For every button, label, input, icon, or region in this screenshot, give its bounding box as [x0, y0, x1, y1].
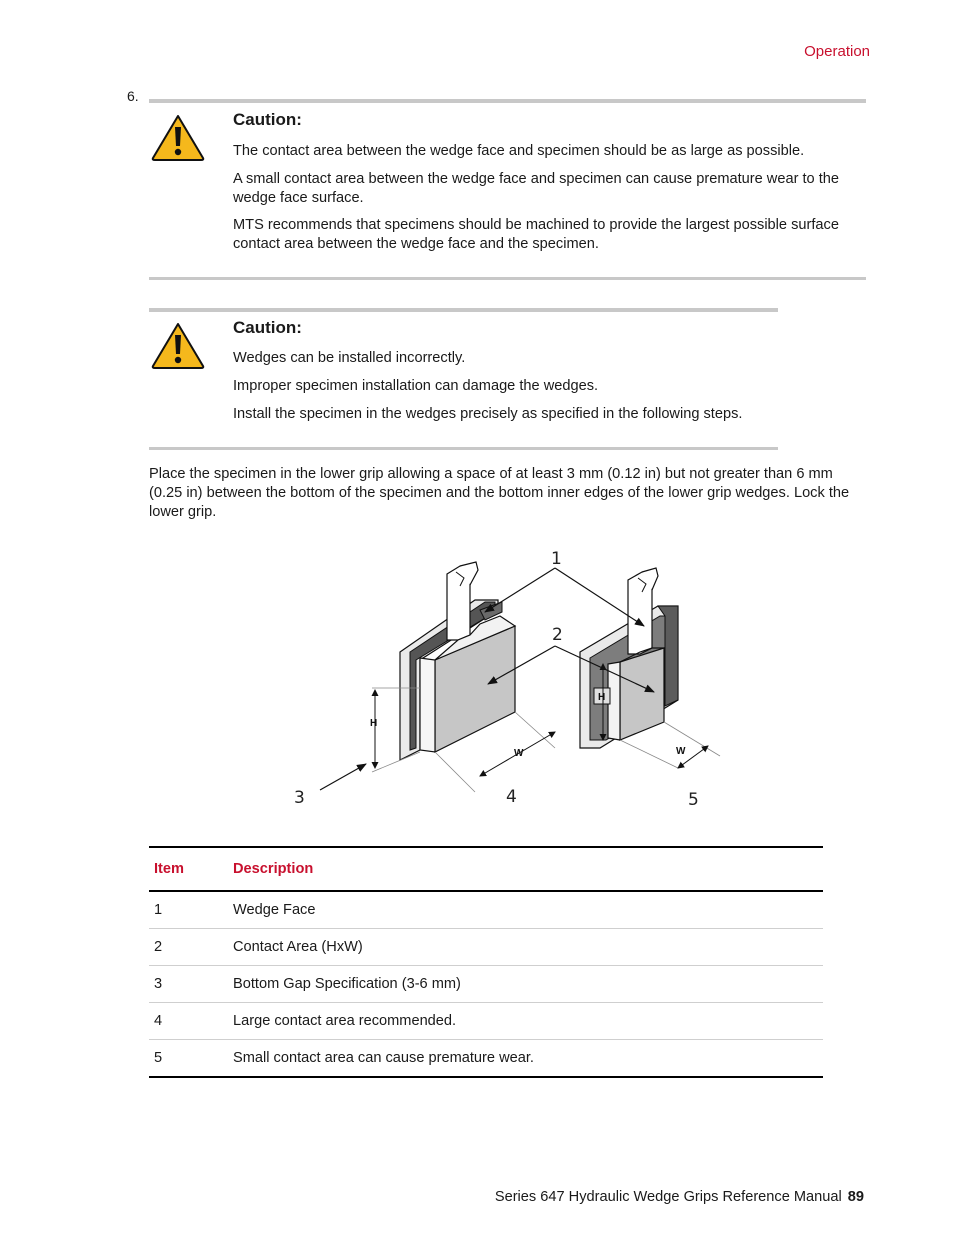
small-contact-assembly — [580, 568, 678, 748]
caution1-line-2: A small contact area between the wedge face and specimen can cause premature wear to the wedge face surface. — [233, 171, 839, 206]
caution2-line-1: Wedges can be installed incorrectly. — [233, 350, 466, 366]
caution2-line-2: Improper specimen installation can damage the wedges. — [233, 378, 599, 394]
table-row — [149, 1003, 823, 1040]
row-item: 1 — [154, 902, 163, 918]
dim-w-left: W — [514, 748, 524, 759]
callout-1: 1 — [551, 549, 562, 569]
caution1-line-1: The contact area between the wedge face and specimen should be as large as possible. — [233, 143, 805, 159]
caution1-line-3: MTS recommends that specimens should be machined to provide the largest possible surface contact area between the wedge face and the specimen. — [233, 217, 839, 252]
caution1-title: Caution: — [233, 110, 302, 129]
callout-5: 5 — [688, 790, 699, 810]
caution1-bottom-rule — [149, 277, 866, 280]
running-footer — [495, 1189, 864, 1205]
row-description: Bottom Gap Specification (3-6 mm) — [233, 966, 823, 1003]
row-description: Large contact area recommended. — [233, 1003, 823, 1040]
callout-3: 3 — [294, 788, 305, 808]
header-item: Item — [154, 861, 185, 877]
item-description-table — [149, 846, 823, 1078]
row-item: 5 — [149, 1040, 233, 1078]
callout-2: 2 — [552, 625, 563, 645]
row-item: 3 — [149, 966, 233, 1003]
caution1-top-rule — [149, 99, 866, 103]
dim-h-left: H — [370, 718, 378, 729]
caution2-top-rule — [149, 308, 778, 312]
table-row — [149, 966, 823, 1003]
instruction-paragraph: Place the specimen in the lower grip allowing a space of at least 3 mm (0.12 in) but not greater than 6 mm (0.25 in) between the bottom of the specimen and the bottom inner edges of the lower grip wedges. Lock the lower grip. — [149, 466, 850, 520]
running-header-section: Operation — [804, 43, 870, 60]
row-description: Wedge Face — [233, 902, 316, 918]
table-row — [149, 891, 823, 929]
dim-w-right: W — [676, 746, 686, 757]
row-description: Contact Area (HxW) — [233, 929, 823, 966]
table-row — [149, 1040, 823, 1078]
caution2-line-3: Install the specimen in the wedges precisely as specified in the following steps. — [233, 406, 743, 422]
caution2-bottom-rule — [149, 447, 778, 450]
page-number: 89 — [847, 1189, 864, 1205]
dim-h-right: H — [598, 692, 606, 703]
row-description: Small contact area can cause premature wear. — [233, 1040, 823, 1078]
step-number: 6. — [127, 88, 139, 104]
large-contact-assembly — [400, 562, 515, 760]
warning-icon — [150, 113, 206, 162]
row-item: 2 — [149, 929, 233, 966]
footer-manual-title: Series 647 Hydraulic Wedge Grips Reference Manual — [494, 1189, 842, 1205]
wedge-contact-figure — [280, 540, 740, 820]
row-item: 4 — [149, 1003, 233, 1040]
header-description: Description — [233, 861, 314, 877]
caution2-title: Caution: — [233, 318, 302, 337]
table-row — [149, 929, 823, 966]
warning-icon — [150, 321, 206, 370]
table-header-row — [149, 847, 823, 891]
callout-4: 4 — [506, 787, 517, 807]
